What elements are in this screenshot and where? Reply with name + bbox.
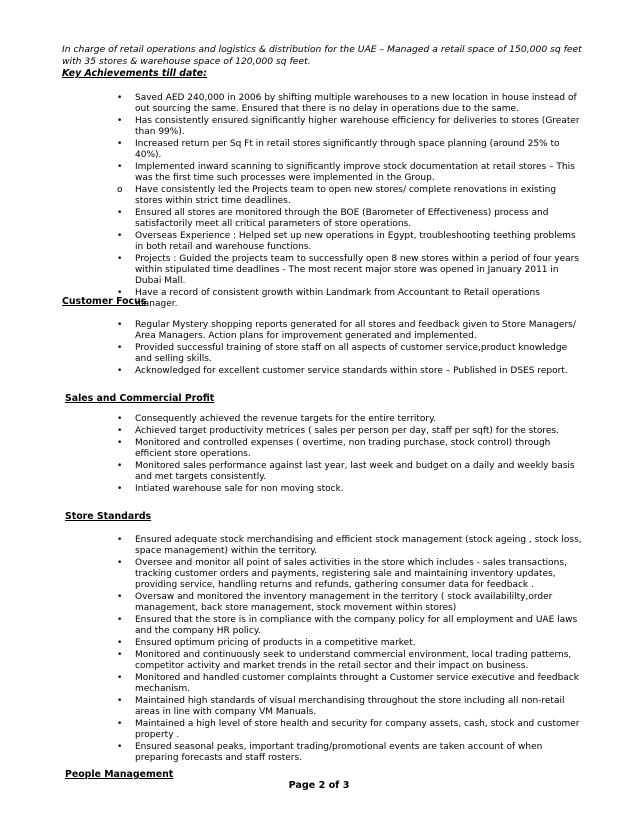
list-item (115, 414, 585, 425)
customer-focus-heading: Customer Focus (62, 296, 147, 307)
list-item-text: Ensured that the store is in compliance with the company policy for all employment and UAE laws and the company HR policy. (135, 615, 578, 636)
bullet-marker: • (117, 366, 123, 376)
bullet-marker: • (117, 254, 123, 264)
list-item-text: Monitored and controlled expenses ( overtime, non trading purchase, stock control) through efficient store operations. (135, 438, 551, 459)
list-item (115, 208, 585, 230)
bullet-marker: • (117, 696, 123, 706)
bullet-marker: • (117, 638, 123, 648)
list-item (115, 366, 585, 377)
list-item (115, 139, 585, 161)
bullet-marker: • (117, 461, 123, 471)
intro-paragraph: In charge of retail operations and logistics & distribution for the UAE – Managed a retail space of 150,000 sq feet with 35 stores & warehouse space of 120,000 sq feet. (62, 44, 582, 67)
store-standards-heading: Store Standards (65, 511, 152, 522)
bullet-marker: • (117, 742, 123, 752)
list-item-text: Ensured optimum pricing of products in a competitive market. (135, 638, 416, 648)
list-item-text: Achieved target productivity metrices ( sales per person per day, staff per sqft) for the stores. (135, 426, 559, 436)
bullet-marker: • (117, 535, 123, 545)
list-item (115, 638, 585, 649)
list-item-text: Ensured adequate stock merchandising and efficient stock management (stock ageing , stock loss, space management) within the territory. (135, 535, 582, 556)
bullet-marker: • (117, 208, 123, 218)
bullet-marker: • (117, 484, 123, 494)
list-item-text: Maintained high standards of visual merchandising throughout the store including all non-retail areas in line with company VM Manuals. (135, 696, 565, 717)
list-item-text: Oversaw and monitored the inventory management in the territory ( stock availabililty,order management, back store management, stock movement within stores) (135, 592, 553, 613)
list-item (115, 162, 585, 184)
list-item-text: Monitored sales performance against last year, last week and budget on a daily and weekly basis and met targets consistently. (135, 461, 575, 482)
list-item (115, 673, 585, 695)
bullet-marker: • (117, 438, 123, 448)
list-item (115, 320, 585, 342)
bullet-marker: • (117, 139, 123, 149)
bullet-marker: • (117, 231, 123, 241)
list-item-text: Increased return per Sq Ft in retail stores significantly through space planning (around 25% to 40%). (135, 139, 560, 160)
list-item-text: Projects : Guided the projects team to successfully open 8 new stores within a period of four years within stipulated time deadlines - The most recent major store was opened in January 2011 in Dubai Mall. (135, 254, 580, 286)
list-item-text: Have a record of consistent growth within Landmark from Accountant to Retail operations manager. (135, 288, 540, 309)
list-item (115, 592, 585, 614)
list-item (115, 426, 585, 437)
list-item-text: Consequently achieved the revenue targets for the entire territory. (135, 414, 436, 424)
list-item-text: Monitored and handled customer complaints throught a Customer service executive and feedback mechanism. (135, 673, 579, 694)
bullet-marker: • (117, 650, 123, 660)
bullet-marker: • (117, 673, 123, 683)
bullet-marker: o (117, 185, 123, 195)
bullet-marker: • (117, 320, 123, 330)
bullet-marker: • (117, 288, 123, 298)
bullet-marker: • (117, 426, 123, 436)
list-item (115, 461, 585, 483)
bullet-marker: • (117, 414, 123, 424)
list-item (115, 288, 585, 310)
list-item (115, 116, 585, 138)
sales-commercial-heading: Sales and Commercial Profit (65, 393, 215, 404)
list-item-text: Ensured all stores are monitored through the BOE (Barometer of Effectiveness) process and satisfactorily meet all critical parameters of store operations. (135, 208, 549, 229)
sales-commercial-list (115, 414, 585, 496)
list-item (115, 719, 585, 741)
page-number: Page 2 of 3 (288, 780, 350, 791)
list-item-text: Monitored and continuously seek to understand commercial environment, local trading patterns, competitor activity and market trends in the retail sector and their impact on business. (135, 650, 572, 671)
list-item-text: Maintained a high level of store health and security for company assets, cash, stock and customer property . (135, 719, 580, 740)
list-item (115, 696, 585, 718)
bullet-marker: • (117, 116, 123, 126)
list-item (115, 558, 585, 591)
list-item-text: Provided successful training of store staff on all aspects of customer service,product knowledge and selling skills. (135, 343, 568, 364)
list-item-text: Oversee and monitor all point of sales activities in the store which includes - sales transactions, tracking customer orders and payments, registering sale and maintaining inventory updates, providing service, handling returns and refunds, gathering consumer data for feedback . (135, 558, 567, 590)
bullet-marker: • (117, 162, 123, 172)
list-item-text: Implemented inward scanning to significantly improve stock documentation at retail stores – This was the first time such processes were implemented in the Group. (135, 162, 575, 183)
list-item-text: Ensured seasonal peaks, important trading/promotional events are taken account of when preparing forecasts and staff rosters. (135, 742, 543, 763)
bullet-marker: • (117, 615, 123, 625)
list-item (115, 742, 585, 764)
list-item-text: Intiated warehouse sale for non moving stock. (135, 484, 344, 494)
people-management-heading: People Management (65, 769, 174, 780)
list-item (115, 615, 585, 637)
customer-focus-list (115, 320, 585, 378)
list-item (115, 93, 585, 115)
bullet-marker: • (117, 592, 123, 602)
list-item-text: Regular Mystery shopping reports generated for all stores and feedback given to Store Managers/ Area Managers. Action plans for improvement generated and implemented. (135, 320, 576, 341)
list-item-text: Saved AED 240,000 in 2006 by shifting multiple warehouses to a new location in house instead of out sourcing the same. Ensured that there is no delay in operations due to the same. (135, 93, 577, 114)
list-item (115, 343, 585, 365)
list-item-text: Acknowledged for excellent customer service standards within store – Published in DSES report. (135, 366, 568, 376)
list-item-text: Has consistently ensured significantly higher warehouse efficiency for deliveries to stores (Greater than 99%). (135, 116, 580, 137)
bullet-marker: • (117, 558, 123, 568)
list-item (115, 438, 585, 460)
list-item (115, 231, 585, 253)
key-achievements-heading: Key Achievements till date: (62, 68, 207, 79)
list-item (115, 185, 585, 207)
key-achievements-list (115, 93, 585, 311)
list-item (115, 254, 585, 287)
bullet-marker: • (117, 719, 123, 729)
store-standards-list (115, 535, 585, 765)
list-item-text: Overseas Experience : Helped set up new operations in Egypt, troubleshooting teething problems in both retail and warehouse functions. (135, 231, 576, 252)
bullet-marker: • (117, 343, 123, 353)
bullet-marker: • (117, 93, 123, 103)
list-item (115, 535, 585, 557)
list-item-text: Have consistently led the Projects team to open new stores/ complete renovations in existing stores within strict time deadlines. (135, 185, 557, 206)
list-item (115, 484, 585, 495)
list-item (115, 650, 585, 672)
